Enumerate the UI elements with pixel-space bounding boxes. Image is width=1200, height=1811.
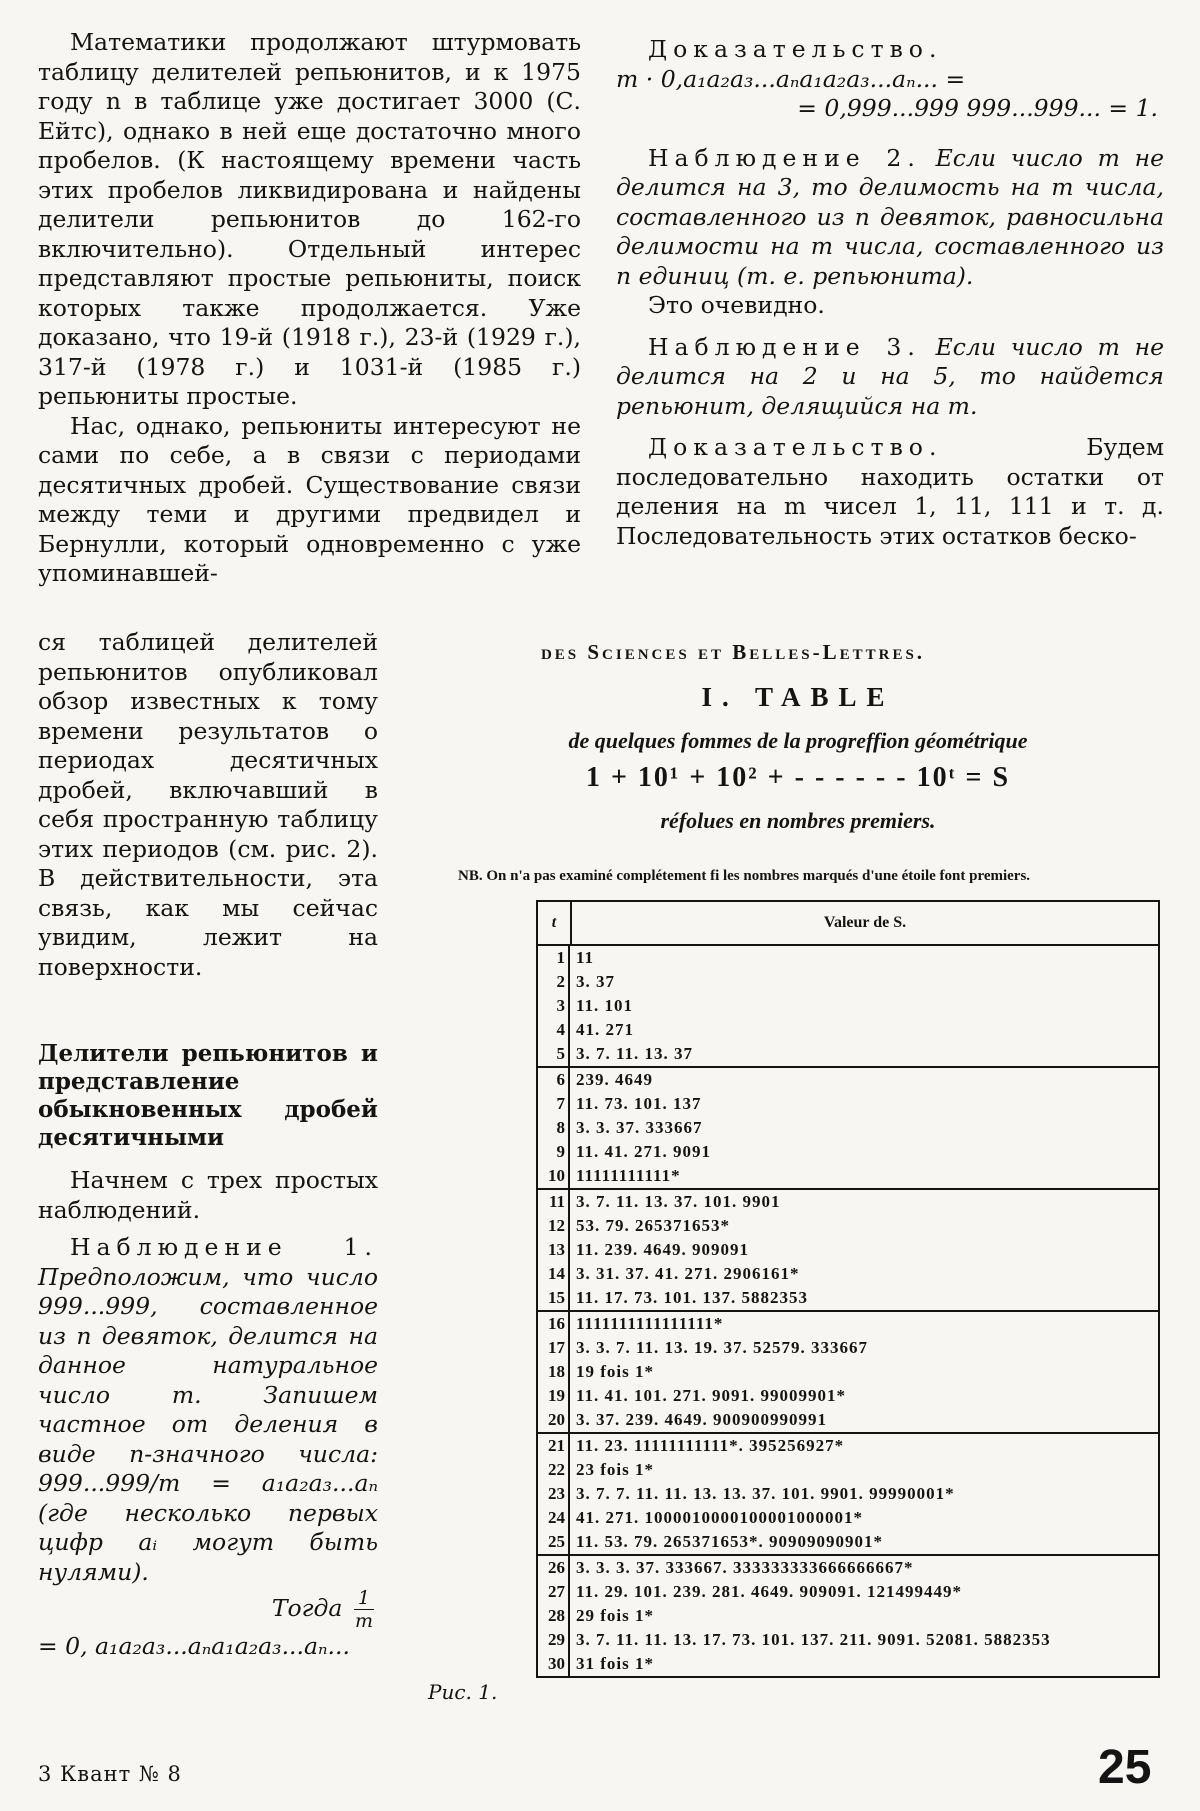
row-t: 28 bbox=[538, 1604, 570, 1628]
table-group bbox=[538, 1432, 1158, 1554]
table-row bbox=[538, 1408, 1158, 1432]
row-t: 14 bbox=[538, 1262, 570, 1286]
row-value: 3. 7. 11. 13. 37. 101. 9901 bbox=[576, 1192, 781, 1211]
row-t: 10 bbox=[538, 1164, 570, 1188]
row-value: 11. 239. 4649. 909091 bbox=[576, 1240, 750, 1259]
proof-3-label: Доказательство. bbox=[648, 433, 943, 461]
left-narrow-column bbox=[38, 628, 378, 1662]
observation-2-remark: Это очевидно. bbox=[648, 291, 825, 319]
observation-3-text: Если число m не делится на 2 и на 5, то найдется репьюнит, делящийся на m. bbox=[616, 332, 1164, 420]
row-value: 11. 101 bbox=[576, 996, 634, 1015]
plate-title: I. TABLE bbox=[701, 682, 895, 712]
row-value: 3. 3. 37. 333667 bbox=[576, 1118, 703, 1137]
table-header bbox=[538, 902, 1158, 946]
row-value: 11. 23. 11111111111*. 395256927* bbox=[576, 1436, 845, 1455]
section-heading: Делители репьюнитов и представление обыкновенных дробей десятичными bbox=[38, 1040, 378, 1151]
row-value: 31 fois 1* bbox=[576, 1654, 654, 1673]
fraction-denominator: m bbox=[354, 1610, 373, 1632]
table-row bbox=[538, 1286, 1158, 1310]
table-row bbox=[538, 1604, 1158, 1628]
paragraph-three-observations: Начнем с трех простых наблюдений. bbox=[38, 1166, 378, 1224]
table-row bbox=[538, 1628, 1158, 1652]
row-t: 11 bbox=[538, 1190, 570, 1214]
row-t: 15 bbox=[538, 1286, 570, 1310]
observation-1-result: = 0, a₁a₂a₃...aₙa₁a₂a₃...aₙ... bbox=[38, 1632, 350, 1660]
plate-subtitle-2: réfolues en nombres premiers. bbox=[660, 808, 936, 833]
table-group bbox=[538, 1066, 1158, 1188]
row-value: 3. 3. 3. 37. 333667. 333333333666666667* bbox=[576, 1558, 914, 1577]
table-row bbox=[538, 946, 1158, 970]
table-row bbox=[538, 1506, 1158, 1530]
observation-1-text: Предположим, что число 999...999, составленное из n девяток, делится на данное натуральное число m. Запишем частное от деления в виде n-значного числа: 999...999/m = a₁a₂a₃...aₙ (где несколько первых цифр aᵢ могут быть нулями). bbox=[38, 1262, 378, 1586]
table-row bbox=[538, 1336, 1158, 1360]
row-t: 12 bbox=[538, 1214, 570, 1238]
proof-1-formula bbox=[616, 65, 1164, 124]
table-group bbox=[538, 1554, 1158, 1676]
row-t: 13 bbox=[538, 1238, 570, 1262]
paragraph-repunit-tables: Математики продолжают штурмовать таблицу делителей репьюнитов, и к 1975 году n в таблице уже достигает 3000 (С. Ейтс), однако в ней еще достаточно много пробелов. (К настоящему времени часть этих пробелов ликвидирована и найдены делители репьюнитов до 162-го включительно). Отдельный интерес представляют простые репьюниты, поиск которых также продолжается. Уже доказано, что 19-й (1918 г.), 23-й (1929 г.), 317-й (1978 г.) и 1031-й (1985 г.) репьюниты простые. bbox=[38, 28, 581, 410]
row-value: 41. 271 bbox=[576, 1020, 634, 1039]
table-row bbox=[538, 1360, 1158, 1384]
row-value: 11111111111* bbox=[576, 1166, 681, 1185]
table-row bbox=[538, 1458, 1158, 1482]
table-row bbox=[538, 1214, 1158, 1238]
observation-2 bbox=[616, 144, 1164, 292]
fraction-numerator: 1 bbox=[354, 1587, 374, 1610]
table-row bbox=[538, 1018, 1158, 1042]
historic-table-figure bbox=[418, 640, 1178, 1690]
row-value: 1111111111111111* bbox=[576, 1314, 724, 1333]
table-row bbox=[538, 1164, 1158, 1188]
row-t: 4 bbox=[538, 1018, 570, 1042]
page-number: 25 bbox=[1098, 1741, 1152, 1794]
table-row bbox=[538, 1262, 1158, 1286]
row-value: 3. 37 bbox=[576, 972, 615, 991]
table-row bbox=[538, 1482, 1158, 1506]
row-value: 19 fois 1* bbox=[576, 1362, 654, 1381]
observation-2-text: Если число m не делится на 3, то делимость на m числа, составленного из n девяток, равносильна делимости на m числа, составленного из n единиц (т. е. репьюнита). bbox=[616, 143, 1164, 290]
table-row bbox=[538, 970, 1158, 994]
row-value: 11. 41. 101. 271. 9091. 99009901* bbox=[576, 1386, 847, 1405]
row-t: 26 bbox=[538, 1556, 570, 1580]
row-value: 3. 37. 239. 4649. 900900990991 bbox=[576, 1410, 827, 1429]
row-t: 1 bbox=[538, 946, 570, 970]
left-column bbox=[38, 28, 581, 589]
observation-3 bbox=[616, 333, 1164, 422]
header-t: t bbox=[538, 902, 572, 944]
row-value: 11 bbox=[576, 948, 595, 967]
plate-subtitle: de quelques fommes de la progreffion géométrique bbox=[568, 728, 1028, 753]
table-body bbox=[538, 946, 1158, 1676]
row-t: 27 bbox=[538, 1580, 570, 1604]
row-t: 18 bbox=[538, 1360, 570, 1384]
row-value: 53. 79. 265371653* bbox=[576, 1216, 730, 1235]
figure-caption: Рис. 1. bbox=[428, 1680, 498, 1704]
plate-note: NB. On n'a pas examiné complétement fi les nombres marqués d'une étoile font premiers. bbox=[458, 868, 1031, 884]
table-group bbox=[538, 946, 1158, 1066]
table-row bbox=[538, 1092, 1158, 1116]
row-t: 23 bbox=[538, 1482, 570, 1506]
row-value: 11. 29. 101. 239. 281. 4649. 909091. 121499449* bbox=[576, 1582, 963, 1601]
fraction-one-over-m bbox=[354, 1587, 374, 1632]
table-row bbox=[538, 1238, 1158, 1262]
row-t: 29 bbox=[538, 1628, 570, 1652]
row-value: 3. 7. 7. 11. 11. 13. 13. 37. 101. 9901. 99990001* bbox=[576, 1484, 955, 1503]
proof-3 bbox=[616, 433, 1164, 551]
right-column bbox=[616, 35, 1164, 551]
observation-1-label: Наблюдение 1. bbox=[70, 1233, 378, 1261]
row-value: 3. 7. 11. 13. 37 bbox=[576, 1044, 694, 1063]
row-t: 16 bbox=[538, 1312, 570, 1336]
table-row bbox=[538, 994, 1158, 1018]
observation-3-label: Наблюдение 3. bbox=[648, 332, 921, 361]
proof-3-text: Будем последовательно находить остатки от деления на m чисел 1, 11, 111 и т. д. Последовательность этих остатков беско- bbox=[616, 433, 1164, 550]
plate-formula: 1 + 10¹ + 10² + - - - - - - 10ᵗ = S bbox=[585, 762, 1011, 793]
row-t: 21 bbox=[538, 1434, 570, 1458]
table-row bbox=[538, 1042, 1158, 1066]
row-value: 3. 7. 11. 11. 13. 17. 73. 101. 137. 211. 9091. 52081. 5882353 bbox=[576, 1630, 1051, 1649]
paragraph-bernoulli-continued: ся таблицей делителей репьюнитов опубликовал обзор известных к тому времени результатов о периодах десятичных дробей, включавший в себя пространную таблицу этих периодов (см. рис. 2). В действительности, эта связь, как мы сейчас увидим, лежит на поверхности. bbox=[38, 628, 378, 981]
row-value: 3. 31. 37. 41. 271. 2906161* bbox=[576, 1264, 800, 1283]
row-t: 6 bbox=[538, 1068, 570, 1092]
observation-2-label: Наблюдение 2. bbox=[648, 143, 921, 172]
table-group bbox=[538, 1188, 1158, 1310]
row-t: 2 bbox=[538, 970, 570, 994]
footer-signature: 3 Квант № 8 bbox=[38, 1762, 182, 1786]
row-t: 8 bbox=[538, 1116, 570, 1140]
row-t: 9 bbox=[538, 1140, 570, 1164]
table-row bbox=[538, 1116, 1158, 1140]
proof-1-line-1: m · 0,a₁a₂a₃...aₙa₁a₂a₃...aₙ... = bbox=[616, 64, 966, 93]
plate-header: des Sciences et Belles-Lettres. bbox=[540, 640, 926, 664]
row-value: 11. 53. 79. 265371653*. 90909090901* bbox=[576, 1532, 884, 1551]
row-value: 239. 4649 bbox=[576, 1070, 653, 1089]
table-row bbox=[538, 1190, 1158, 1214]
row-value: 3. 3. 7. 11. 13. 19. 37. 52579. 333667 bbox=[576, 1338, 869, 1357]
table-row bbox=[538, 1580, 1158, 1604]
row-t: 17 bbox=[538, 1336, 570, 1360]
observation-1-fraction bbox=[38, 1587, 378, 1632]
paragraph-bernoulli: Нас, однако, репьюниты интересуют не сами по себе, а в связи с периодами десятичных дробей. Существование связи между теми и другими предвидел и Бернулли, который одновременно с уже упоминавшей- bbox=[38, 411, 581, 587]
row-value: 11. 73. 101. 137 bbox=[576, 1094, 702, 1113]
row-value: 23 fois 1* bbox=[576, 1460, 654, 1479]
table-row bbox=[538, 1312, 1158, 1336]
then-word: Тогда bbox=[271, 1594, 343, 1622]
proof-1-line-2: = 0,999...999 999...999... = 1. bbox=[797, 94, 1158, 122]
row-t: 19 bbox=[538, 1384, 570, 1408]
row-t: 3 bbox=[538, 994, 570, 1018]
row-t: 24 bbox=[538, 1506, 570, 1530]
row-t: 30 bbox=[538, 1652, 570, 1676]
table-row bbox=[538, 1556, 1158, 1580]
row-value: 11. 41. 271. 9091 bbox=[576, 1142, 712, 1161]
table-row bbox=[538, 1140, 1158, 1164]
row-t: 25 bbox=[538, 1530, 570, 1554]
observation-1 bbox=[38, 1233, 378, 1587]
row-t: 5 bbox=[538, 1042, 570, 1066]
row-value: 11. 17. 73. 101. 137. 5882353 bbox=[576, 1288, 809, 1307]
table-row bbox=[538, 1434, 1158, 1458]
table-row bbox=[538, 1530, 1158, 1554]
row-value: 29 fois 1* bbox=[576, 1606, 654, 1625]
factor-table bbox=[536, 900, 1160, 1678]
row-t: 22 bbox=[538, 1458, 570, 1482]
proof-1-label: Доказательство. bbox=[648, 35, 943, 63]
header-value: Valeur de S. bbox=[823, 914, 907, 931]
row-t: 20 bbox=[538, 1408, 570, 1432]
table-row bbox=[538, 1652, 1158, 1676]
table-group bbox=[538, 1310, 1158, 1432]
table-row bbox=[538, 1384, 1158, 1408]
table-row bbox=[538, 1068, 1158, 1092]
row-t: 7 bbox=[538, 1092, 570, 1116]
row-value: 41. 271. 1000010000100001000001* bbox=[576, 1508, 863, 1527]
